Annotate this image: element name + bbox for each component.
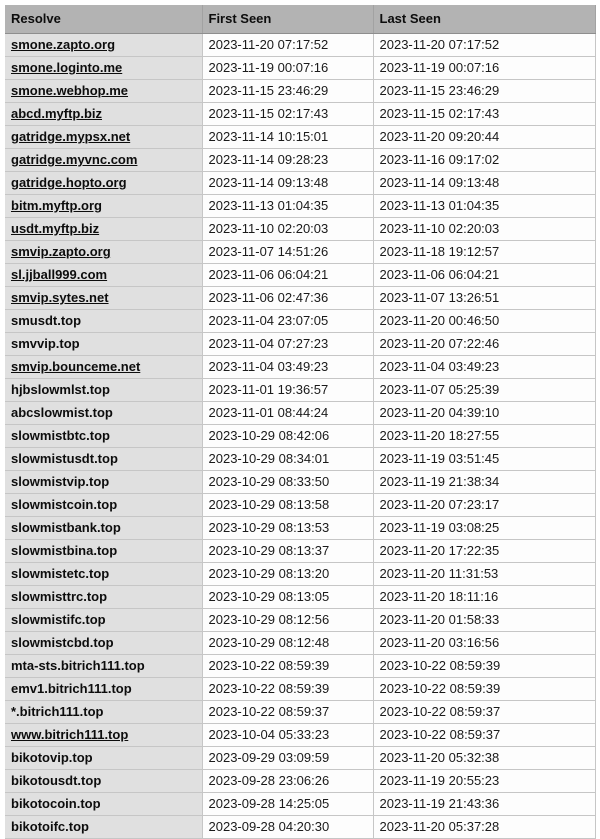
resolve-cell xyxy=(5,332,202,355)
resolve-domain-link[interactable]: www.bitrich111.top xyxy=(11,727,129,742)
first-seen-cell: 2023-11-14 09:13:48 xyxy=(202,171,373,194)
last-seen-cell: 2023-11-20 03:16:56 xyxy=(373,631,595,654)
resolve-cell xyxy=(5,769,202,792)
first-seen-cell: 2023-11-04 07:27:23 xyxy=(202,332,373,355)
first-seen-cell: 2023-10-29 08:42:06 xyxy=(202,424,373,447)
table-row xyxy=(5,33,595,56)
resolve-cell xyxy=(5,654,202,677)
first-seen-cell: 2023-10-22 08:59:39 xyxy=(202,654,373,677)
resolve-domain-text: bikotocoin.top xyxy=(11,796,101,811)
table-row xyxy=(5,792,595,815)
first-seen-cell: 2023-11-20 07:17:52 xyxy=(202,33,373,56)
first-seen-cell: 2023-10-22 08:59:37 xyxy=(202,700,373,723)
last-seen-cell: 2023-11-19 03:08:25 xyxy=(373,516,595,539)
last-seen-cell: 2023-11-20 04:39:10 xyxy=(373,401,595,424)
table-row xyxy=(5,401,595,424)
last-seen-cell: 2023-11-20 07:23:17 xyxy=(373,493,595,516)
table-row xyxy=(5,125,595,148)
resolve-domain-link[interactable]: bitm.myftp.org xyxy=(11,198,102,213)
resolve-domain-link[interactable]: smone.webhop.me xyxy=(11,83,129,98)
resolve-cell xyxy=(5,240,202,263)
last-seen-cell: 2023-11-19 00:07:16 xyxy=(373,56,595,79)
last-seen-cell: 2023-11-07 05:25:39 xyxy=(373,378,595,401)
resolve-domain-link[interactable]: smvip.sytes.net xyxy=(11,290,109,305)
resolve-domain-link[interactable]: smvip.bounceme.net xyxy=(11,359,141,374)
first-seen-cell: 2023-09-29 03:09:59 xyxy=(202,746,373,769)
table-row xyxy=(5,171,595,194)
first-seen-cell: 2023-10-29 08:34:01 xyxy=(202,447,373,470)
resolve-domain-text: slowmistcbd.top xyxy=(11,635,114,650)
table-row xyxy=(5,424,595,447)
resolve-domain-text: abcslowmist.top xyxy=(11,405,113,420)
table-row xyxy=(5,815,595,838)
resolve-cell xyxy=(5,631,202,654)
resolve-domain-text: slowmistbina.top xyxy=(11,543,118,558)
resolve-cell xyxy=(5,309,202,332)
resolve-cell xyxy=(5,608,202,631)
table-row xyxy=(5,654,595,677)
resolve-cell xyxy=(5,746,202,769)
first-seen-cell: 2023-11-01 08:44:24 xyxy=(202,401,373,424)
table-row xyxy=(5,562,595,585)
table-header xyxy=(5,5,595,33)
table-row xyxy=(5,378,595,401)
resolve-cell xyxy=(5,447,202,470)
resolve-domain-link[interactable]: abcd.myftp.biz xyxy=(11,106,103,121)
resolve-cell xyxy=(5,171,202,194)
resolve-domain-text: emv1.bitrich111.top xyxy=(11,681,132,696)
resolve-cell xyxy=(5,79,202,102)
table-row xyxy=(5,286,595,309)
first-seen-cell: 2023-10-04 05:33:23 xyxy=(202,723,373,746)
first-seen-cell: 2023-11-14 10:15:01 xyxy=(202,125,373,148)
first-seen-cell: 2023-09-28 04:20:30 xyxy=(202,815,373,838)
resolve-domain-text: slowmistusdt.top xyxy=(11,451,118,466)
resolve-cell xyxy=(5,562,202,585)
first-seen-cell: 2023-10-29 08:33:50 xyxy=(202,470,373,493)
resolve-cell xyxy=(5,470,202,493)
resolve-domain-text: bikotovip.top xyxy=(11,750,93,765)
resolve-cell xyxy=(5,516,202,539)
resolve-cell xyxy=(5,263,202,286)
first-seen-cell: 2023-11-13 01:04:35 xyxy=(202,194,373,217)
resolve-cell xyxy=(5,723,202,746)
first-seen-cell: 2023-10-29 08:13:58 xyxy=(202,493,373,516)
table-row xyxy=(5,148,595,171)
first-seen-cell: 2023-10-22 08:59:39 xyxy=(202,677,373,700)
resolve-domain-link[interactable]: gatridge.mypsx.net xyxy=(11,129,131,144)
last-seen-cell: 2023-10-22 08:59:37 xyxy=(373,723,595,746)
resolve-cell xyxy=(5,700,202,723)
last-seen-cell: 2023-11-13 01:04:35 xyxy=(373,194,595,217)
first-seen-cell: 2023-10-29 08:13:37 xyxy=(202,539,373,562)
table-row xyxy=(5,263,595,286)
resolve-cell xyxy=(5,148,202,171)
first-seen-cell: 2023-11-10 02:20:03 xyxy=(202,217,373,240)
first-seen-cell: 2023-10-29 08:13:05 xyxy=(202,585,373,608)
resolve-cell xyxy=(5,378,202,401)
resolve-cell xyxy=(5,585,202,608)
first-seen-cell: 2023-11-19 00:07:16 xyxy=(202,56,373,79)
first-seen-cell: 2023-09-28 14:25:05 xyxy=(202,792,373,815)
resolve-domain-link[interactable]: sl.jjball999.com xyxy=(11,267,108,282)
last-seen-cell: 2023-11-20 09:20:44 xyxy=(373,125,595,148)
first-seen-cell: 2023-10-29 08:12:48 xyxy=(202,631,373,654)
first-seen-cell: 2023-09-28 23:06:26 xyxy=(202,769,373,792)
table-row xyxy=(5,217,595,240)
last-seen-cell: 2023-11-07 13:26:51 xyxy=(373,286,595,309)
resolve-cell xyxy=(5,792,202,815)
column-header-last-seen: Last Seen xyxy=(373,5,595,33)
table-row xyxy=(5,608,595,631)
table-row xyxy=(5,355,595,378)
resolve-domain-link[interactable]: gatridge.myvnc.com xyxy=(11,152,138,167)
table-row xyxy=(5,56,595,79)
first-seen-cell: 2023-10-29 08:12:56 xyxy=(202,608,373,631)
last-seen-cell: 2023-11-20 05:37:28 xyxy=(373,815,595,838)
table-row xyxy=(5,194,595,217)
resolutions-panel xyxy=(5,5,595,839)
last-seen-cell: 2023-11-19 21:38:34 xyxy=(373,470,595,493)
table-row xyxy=(5,447,595,470)
last-seen-cell: 2023-11-06 06:04:21 xyxy=(373,263,595,286)
first-seen-cell: 2023-10-29 08:13:20 xyxy=(202,562,373,585)
last-seen-cell: 2023-11-19 20:55:23 xyxy=(373,769,595,792)
resolve-domain-text: bikotoifc.top xyxy=(11,819,89,834)
resolve-domain-text: hjbslowmlst.top xyxy=(11,382,110,397)
column-header-resolve: Resolve xyxy=(5,5,202,33)
table-row xyxy=(5,585,595,608)
resolve-domain-text: smusdt.top xyxy=(11,313,82,328)
resolve-domain-link[interactable]: smone.zapto.org xyxy=(11,37,116,52)
last-seen-cell: 2023-11-10 02:20:03 xyxy=(373,217,595,240)
resolve-cell xyxy=(5,815,202,838)
resolve-cell xyxy=(5,33,202,56)
last-seen-cell: 2023-11-20 00:46:50 xyxy=(373,309,595,332)
table-row xyxy=(5,470,595,493)
last-seen-cell: 2023-11-18 19:12:57 xyxy=(373,240,595,263)
resolve-cell xyxy=(5,194,202,217)
table-row xyxy=(5,79,595,102)
resolve-domain-text: slowmistbank.top xyxy=(11,520,121,535)
table-row xyxy=(5,723,595,746)
last-seen-cell: 2023-11-20 11:31:53 xyxy=(373,562,595,585)
table-row xyxy=(5,746,595,769)
resolve-cell xyxy=(5,493,202,516)
resolutions-table xyxy=(5,5,596,839)
resolve-cell xyxy=(5,677,202,700)
resolve-domain-text: slowmistetc.top xyxy=(11,566,110,581)
resolve-domain-link[interactable]: smvip.zapto.org xyxy=(11,244,111,259)
resolve-domain-text: *.bitrich111.top xyxy=(11,704,104,719)
resolve-domain-link[interactable]: smone.loginto.me xyxy=(11,60,123,75)
table-row xyxy=(5,516,595,539)
table-row xyxy=(5,102,595,125)
resolve-cell xyxy=(5,125,202,148)
resolve-cell xyxy=(5,286,202,309)
table-row xyxy=(5,240,595,263)
last-seen-cell: 2023-11-20 01:58:33 xyxy=(373,608,595,631)
last-seen-cell: 2023-11-19 03:51:45 xyxy=(373,447,595,470)
resolve-cell xyxy=(5,217,202,240)
column-header-first-seen: First Seen xyxy=(202,5,373,33)
first-seen-cell: 2023-11-01 19:36:57 xyxy=(202,378,373,401)
last-seen-cell: 2023-11-20 17:22:35 xyxy=(373,539,595,562)
last-seen-cell: 2023-11-20 07:17:52 xyxy=(373,33,595,56)
resolve-domain-text: slowmistcoin.top xyxy=(11,497,118,512)
first-seen-cell: 2023-11-15 02:17:43 xyxy=(202,102,373,125)
resolve-cell xyxy=(5,355,202,378)
last-seen-cell: 2023-11-20 05:32:38 xyxy=(373,746,595,769)
table-body xyxy=(5,33,595,838)
first-seen-cell: 2023-11-14 09:28:23 xyxy=(202,148,373,171)
resolve-domain-text: slowmistifc.top xyxy=(11,612,106,627)
table-row xyxy=(5,309,595,332)
last-seen-cell: 2023-10-22 08:59:39 xyxy=(373,677,595,700)
table-row xyxy=(5,631,595,654)
resolve-cell xyxy=(5,424,202,447)
table-row xyxy=(5,493,595,516)
resolve-domain-text: slowmistvip.top xyxy=(11,474,110,489)
table-header-row xyxy=(5,5,595,33)
first-seen-cell: 2023-10-29 08:13:53 xyxy=(202,516,373,539)
last-seen-cell: 2023-11-14 09:13:48 xyxy=(373,171,595,194)
resolve-domain-text: smvvip.top xyxy=(11,336,80,351)
table-row xyxy=(5,677,595,700)
first-seen-cell: 2023-11-07 14:51:26 xyxy=(202,240,373,263)
first-seen-cell: 2023-11-04 23:07:05 xyxy=(202,309,373,332)
resolve-cell xyxy=(5,539,202,562)
first-seen-cell: 2023-11-06 06:04:21 xyxy=(202,263,373,286)
resolve-domain-text: bikotousdt.top xyxy=(11,773,102,788)
last-seen-cell: 2023-11-04 03:49:23 xyxy=(373,355,595,378)
table-row xyxy=(5,700,595,723)
resolve-domain-text: slowmisttrc.top xyxy=(11,589,108,604)
first-seen-cell: 2023-11-15 23:46:29 xyxy=(202,79,373,102)
resolve-domain-link[interactable]: gatridge.hopto.org xyxy=(11,175,127,190)
last-seen-cell: 2023-11-19 21:43:36 xyxy=(373,792,595,815)
table-row xyxy=(5,539,595,562)
resolve-domain-link[interactable]: usdt.myftp.biz xyxy=(11,221,100,236)
table-row xyxy=(5,769,595,792)
resolve-domain-text: mta-sts.bitrich111.top xyxy=(11,658,145,673)
last-seen-cell: 2023-11-15 23:46:29 xyxy=(373,79,595,102)
first-seen-cell: 2023-11-06 02:47:36 xyxy=(202,286,373,309)
last-seen-cell: 2023-11-20 07:22:46 xyxy=(373,332,595,355)
resolve-cell xyxy=(5,401,202,424)
last-seen-cell: 2023-11-20 18:27:55 xyxy=(373,424,595,447)
last-seen-cell: 2023-11-16 09:17:02 xyxy=(373,148,595,171)
last-seen-cell: 2023-10-22 08:59:37 xyxy=(373,700,595,723)
table-row xyxy=(5,332,595,355)
resolve-cell xyxy=(5,102,202,125)
resolve-domain-text: slowmistbtc.top xyxy=(11,428,110,443)
first-seen-cell: 2023-11-04 03:49:23 xyxy=(202,355,373,378)
last-seen-cell: 2023-11-15 02:17:43 xyxy=(373,102,595,125)
last-seen-cell: 2023-10-22 08:59:39 xyxy=(373,654,595,677)
last-seen-cell: 2023-11-20 18:11:16 xyxy=(373,585,595,608)
resolve-cell xyxy=(5,56,202,79)
